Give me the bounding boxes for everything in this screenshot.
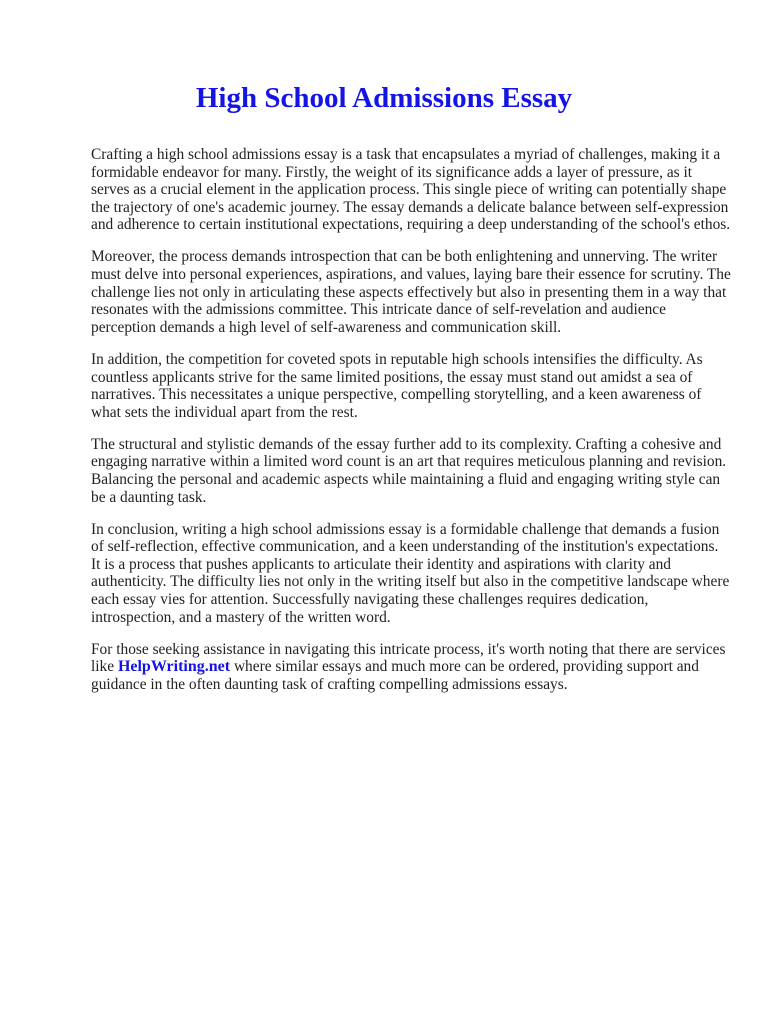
paragraph-6 (91, 641, 731, 694)
paragraph-5: In conclusion, writing a high school admissions essay is a formidable challenge that demands a fusion of self-reflection, effective communication, and a keen understanding of the institution's expectations. It is a process that pushes applicants to articulate their identity and aspirations with clarity and authenticity. The difficulty lies not only in the writing itself but also in the competitive landscape where each essay vies for attention. Successfully navigating these challenges requires dedication, introspection, and a mastery of the written word. (91, 520, 730, 626)
paragraph-1: Crafting a high school admissions essay is a task that encapsulates a myriad of challenges, making it a formidable endeavor for many. Firstly, the weight of its significance adds a layer of pressure, as it serves as a crucial element in the application process. This single piece of writing can potentially shape the trajectory of one's academic journey. The essay demands a delicate balance between self-expression and adherence to certain institutional expectations, requiring a deep understanding of the school's ethos. (91, 146, 731, 234)
paragraph-2: Moreover, the process demands introspection that can be both enlightening and unnerving. The writer must delve into personal experiences, aspirations, and values, laying bare their essence for scrutiny. The challenge lies not only in articulating these aspects effectively but also in presenting them in a way that resonates with the admissions committee. This intricate dance of self-revelation and audience perception demands a high level of self-awareness and communication skill. (91, 248, 731, 336)
paragraph-3: In addition, the competition for coveted spots in reputable high schools intensifies the difficulty. As countless applicants strive for the same limited positions, the essay must stand out amidst a sea of narratives. This necessitates a unique perspective, compelling storytelling, and a keen awareness of what sets the individual apart from the rest. (91, 350, 703, 421)
paragraph-4: The structural and stylistic demands of the essay further add to its complexity. Crafting a cohesive and engaging narrative within a limited word count is an art that requires meticulous planning and revision. Balancing the personal and academic aspects while maintaining a fluid and engaging writing style can be a daunting task. (91, 435, 727, 506)
helpwriting-link[interactable]: HelpWriting.net (117, 658, 231, 676)
paragraph-6-after-link: where similar essays and much more can be ordered, providing support and guidance in the often daunting task of crafting compelling admissions essays. (91, 658, 699, 693)
paragraph-6-before-link: For those seeking assistance in navigating this intricate process, it's worth noting that there are services like (91, 640, 726, 676)
essay-body (91, 146, 731, 708)
page-title: High School Admissions Essay (195, 82, 573, 114)
